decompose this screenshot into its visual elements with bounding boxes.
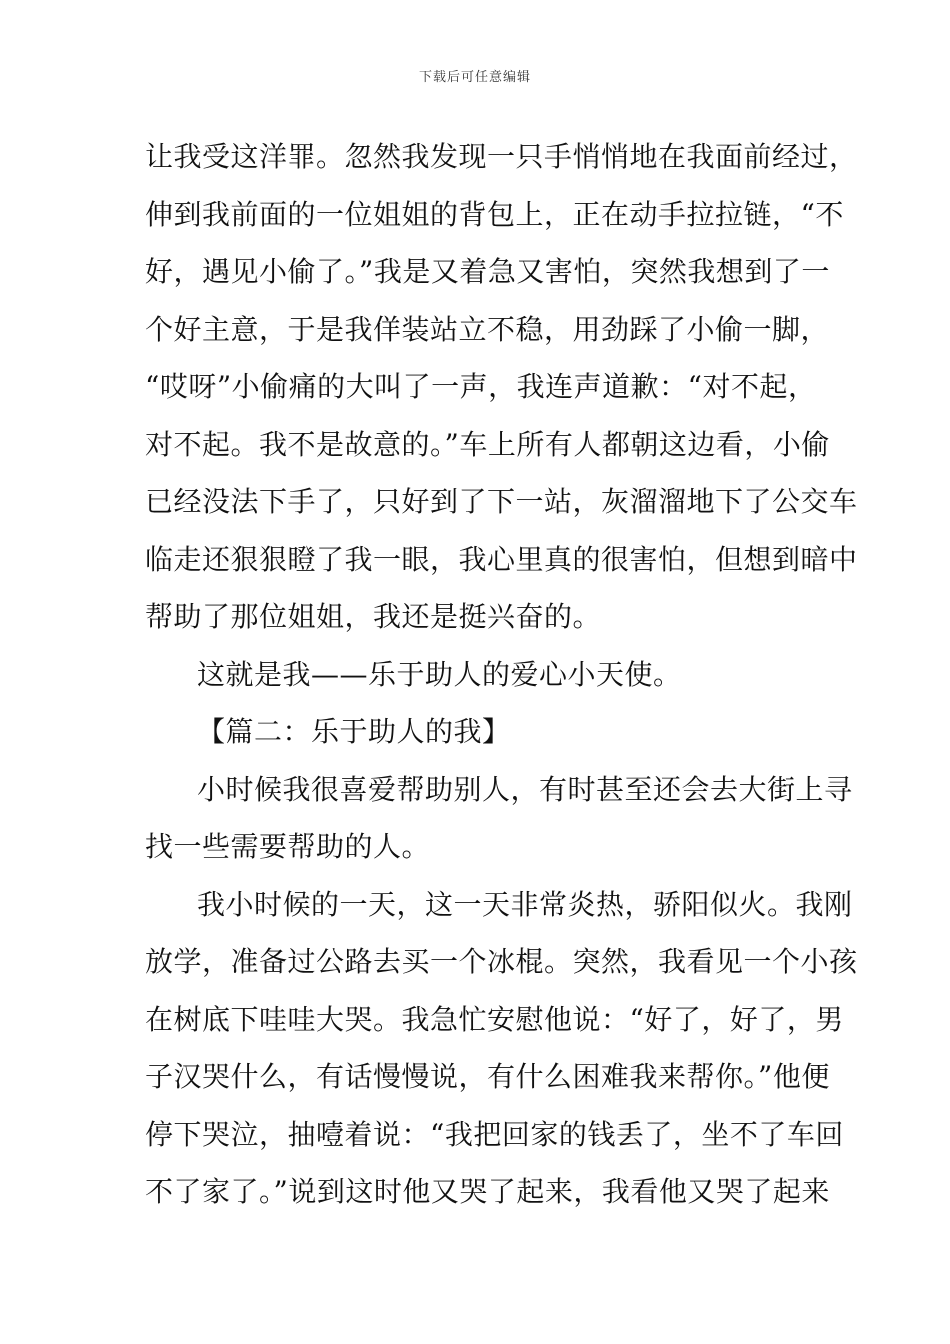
text-line: 子汉哭什么，有话慢慢说，有什么困难我来帮你。”他便 [145, 1060, 830, 1093]
text-line: 找一些需要帮助的人。 [145, 830, 431, 863]
text-line: 已经没法下手了，只好到了下一站，灰溜溜地下了公交车 [145, 485, 858, 518]
text-line: 临走还狠狠瞪了我一眼，我心里真的很害怕，但想到暗中 [145, 542, 858, 576]
text-line: 不了家了。”说到这时他又哭了起来，我看他又哭了起来 [145, 1175, 830, 1208]
paragraph-line: 小时候我很喜爱帮助别人，有时甚至还会去大街上寻 [197, 772, 853, 806]
text-line: 好，遇见小偷了。”我是又着急又害怕，突然我想到了一 [145, 255, 830, 288]
text-line: 个好主意，于是我佯装站立不稳，用劲踩了小偷一脚， [145, 312, 830, 346]
paragraph-line: 这就是我——乐于助人的爱心小天使。 [197, 657, 682, 691]
text-line: 停下哭泣，抽噎着说：“我把回家的钱丢了，坐不了车回 [145, 1117, 844, 1151]
text-line: 伸到我前面的一位姐姐的背包上，正在动手拉拉链，“不 [145, 197, 844, 231]
text-line: 对不起。我不是故意的。”车上所有人都朝这边看，小偷 [145, 427, 830, 461]
text-line: 在树底下哇哇大哭。我急忙安慰他说：“好了，好了，男 [145, 1002, 844, 1036]
document-body [145, 128, 858, 1221]
text-line: “哎呀”小偷痛的大叫了一声，我连声道歉：“对不起， [145, 370, 817, 403]
section-heading: 【篇二：乐于助人的我】 [197, 715, 511, 748]
text-line: 帮助了那位姐姐，我还是挺兴奋的。 [145, 600, 602, 633]
text-line: 放学，准备过公路去买一个冰棍。突然，我看见一个小孩 [145, 945, 858, 978]
page-header: 下载后可任意编辑 [418, 70, 531, 85]
paragraph-line: 我小时候的一天，这一天非常炎热，骄阳似火。我刚 [197, 887, 853, 921]
text-line: 让我受这洋罪。忽然我发现一只手悄悄地在我面前经过， [145, 140, 858, 173]
